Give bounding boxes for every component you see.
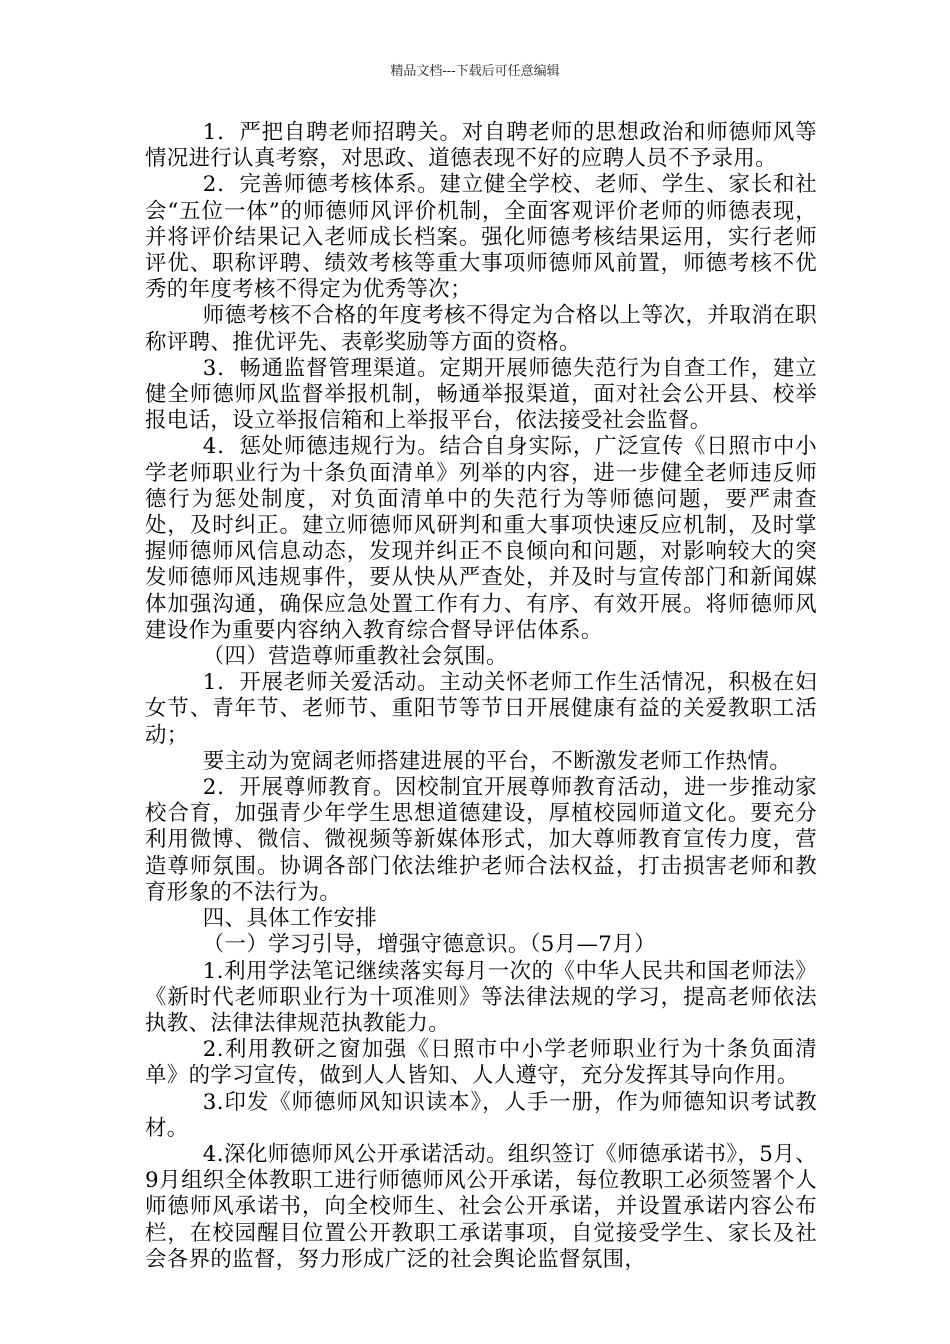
section-heading-study: （一）学习引导，增强守德意识。（5月—7月）: [202, 932, 656, 958]
paragraph-commitment: 4.深化师德师风公开承诺活动。组织签订《师德承诺书》，5月、9月组织全体教职工进行师德师风公开承诺，每位教职工必须签署个人师德师风承诺书，向全校师生、社会公开承诺，并设置承诺内容公布栏，在校园醒目位置公开教职工承诺事项，自觉接受学生、家长及社会各界的监督，努力形成广泛的社会舆论监督氛围，: [145, 1141, 817, 1272]
paragraph-assessment-unqualified: 师德考核不合格的年度考核不得定为合格以上等次，并取消在职称评聘、推优评先、表彰奖励等方面的资格。: [145, 303, 817, 355]
paragraph-care-activities: 1．开展老师关爱活动。主动关怀老师工作生活情况，积极在妇女节、青年节、老师节、重阳节等节日开展健康有益的关爱教职工活动；: [145, 670, 817, 748]
paragraph-supervision: 3．畅通监督管理渠道。定期开展师德失范行为自查工作，建立健全师德师风监督举报机制，畅通举报渠道，面对社会公开县、校举报电话，设立举报信箱和上举报平台，依法接受社会监督。: [145, 355, 817, 434]
section-heading-arrangement: 四、具体工作安排: [202, 906, 378, 932]
paragraph-assessment-system: 2．完善师德考核体系。建立健全学校、老师、学生、家长和社会“五位一体”的师德师风评价机制，全面客观评价老师的师德表现，并将评价结果记入老师成长档案。强化师德考核结果运用，实行老师评优、职称评聘、绩效考核等重大事项师德师风前置，师德考核不优秀的年度考核不得定为优秀等次；: [145, 172, 817, 303]
paragraph-negative-list: 2.利用教研之窗加强《日照市中小学老师职业行为十条负面清单》的学习宣传，做到人人皆知、人人遵守，充分发挥其导向作用。: [145, 1037, 817, 1089]
document-body: [145, 120, 817, 1273]
paragraph-respect-education: 2．开展尊师教育。因校制宜开展尊师教育活动，进一步推动家校合育，加强青少年学生思想道德建设，厚植校园师道文化。要充分利用微博、微信、微视频等新媒体形式，加大尊师教育宣传力度，营造尊师氛围。协调各部门依法维护老师合法权益，打击损害老师和教育形象的不法行为。: [145, 775, 817, 905]
paragraph-platform: 要主动为宽阔老师搭建进展的平台，不断激发老师工作热情。: [202, 748, 792, 774]
paragraph-recruitment: 1．严把自聘老师招聘关。对自聘老师的思想政治和师德师风等情况进行认真考察，对思政、道德表现不好的应聘人员不予录用。: [145, 120, 817, 172]
section-heading-four: （四）营造尊师重教社会氛围。: [202, 644, 508, 670]
paragraph-punishment: 4．惩处师德违规行为。结合自身实际，广泛宣传《日照市中小学老师职业行为十条负面清单》列举的内容，进一步健全老师违反师德行为惩处制度，对负面清单中的失范行为等师德问题，要严肃查处，及时纠正。建立师德师风研判和重大事项快速反应机制，及时掌握师德师风信息动态，发现并纠正不良倾向和问题，对影响较大的突发师德师风违规事件，要从快从严查处，并及时与宣传部门和新闻媒体加强沟通，确保应急处置工作有力、有序、有效开展。将师德师风建设作为重要内容纳入教育综合督导评估体系。: [145, 434, 817, 643]
page-header: 精品文档---下载后可任意编辑: [390, 64, 560, 79]
paragraph-law-study: 1.利用学法笔记继续落实每月一次的《中华人民共和国老师法》《新时代老师职业行为十项准则》等法律法规的学习，提高老师依法执教、法律法律规范执教能力。: [145, 958, 817, 1036]
paragraph-reader: 3.印发《师德师风知识读本》，人手一册，作为师德知识考试教材。: [145, 1089, 817, 1141]
